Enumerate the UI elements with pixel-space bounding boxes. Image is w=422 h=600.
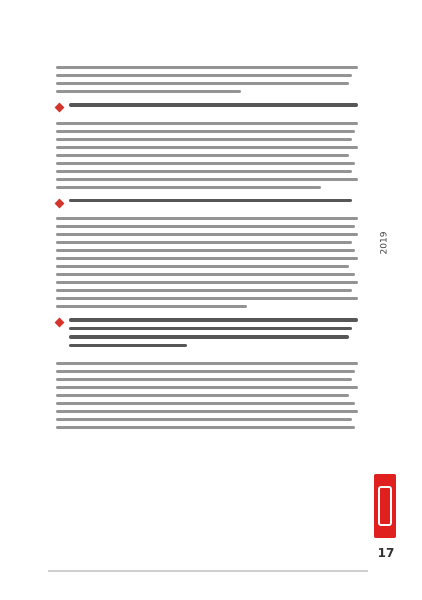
answer-paragraph-1 [56,122,364,189]
diamond-bullet-icon [55,103,65,113]
article-paragraph-intro [56,66,364,93]
issue-date-text: 2019 [379,231,389,255]
question-item-1 [56,103,364,112]
bottom-divider [48,570,368,572]
question-item-2 [56,199,364,208]
answer-paragraph-2 [56,217,364,308]
diamond-bullet-icon [55,318,65,328]
page-number: 17 [377,546,395,560]
magazine-logo-mark [378,486,392,526]
diamond-bullet-icon [55,198,65,208]
issue-date-vertical [375,198,393,288]
article-body [56,66,364,536]
question-item-3 [56,318,364,352]
answer-paragraph-3 [56,362,364,429]
